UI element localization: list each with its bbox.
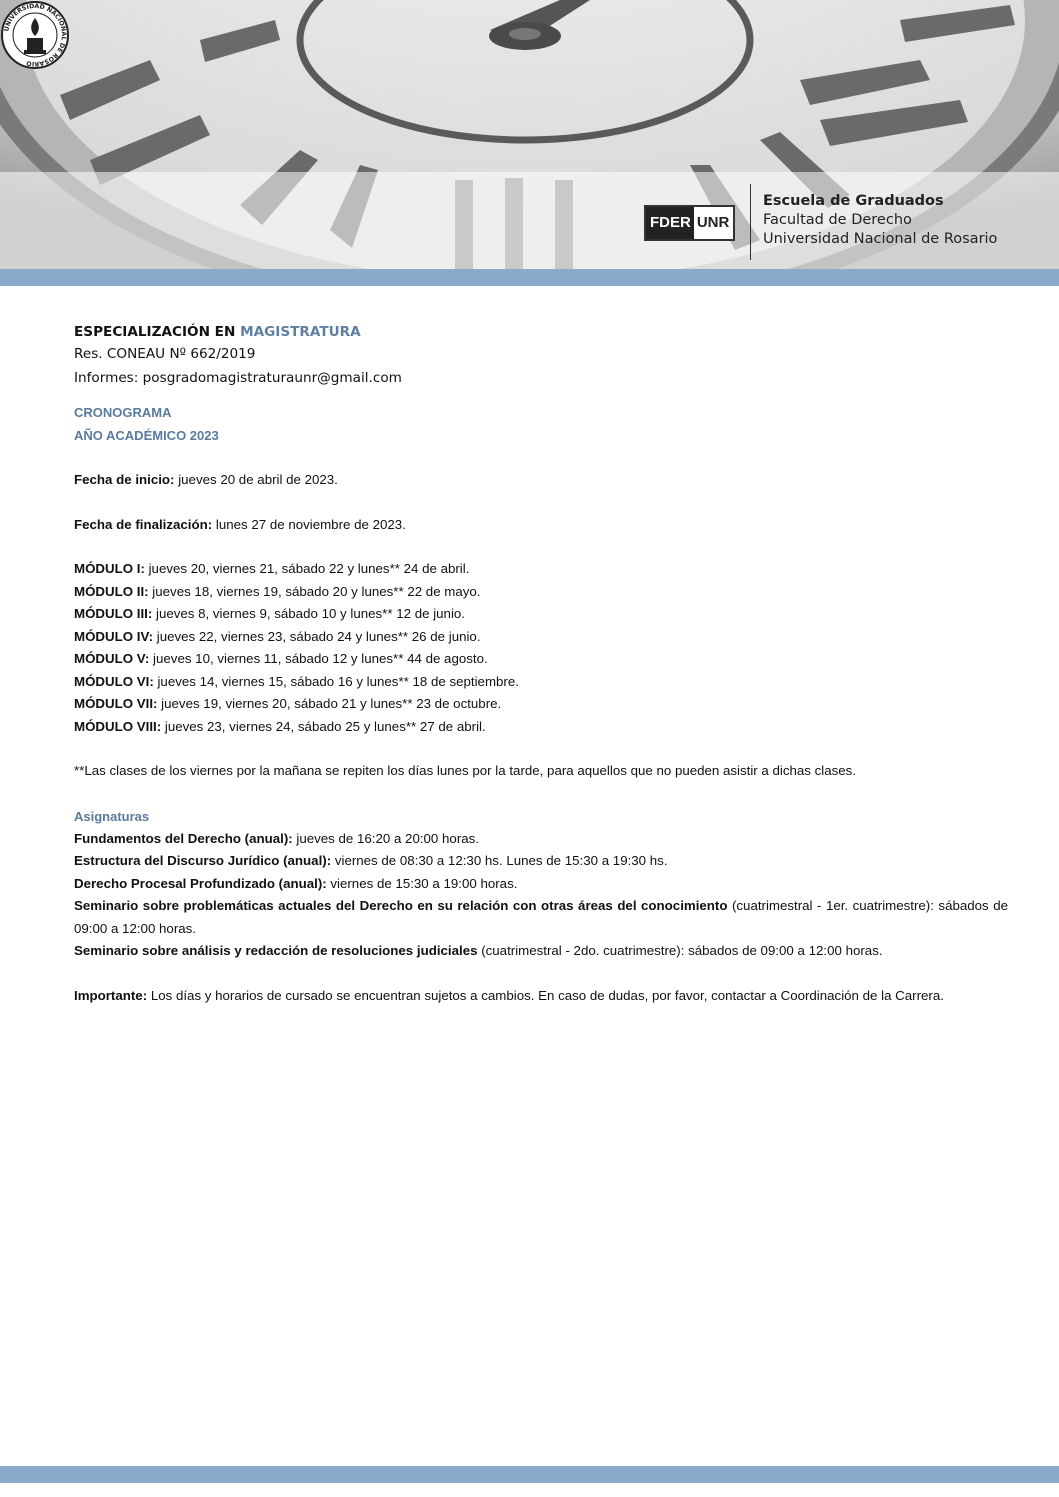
module-dates: jueves 23, viernes 24, sábado 25 y lunes** 27 de abril. [161, 718, 486, 734]
subject-schedule: (cuatrimestral - 1er. cuatrimestre): sábados de 09:00 a 12:00 horas. [74, 898, 1008, 936]
module-item [74, 558, 1008, 581]
end-date-line [74, 514, 1008, 537]
module-item [74, 581, 1008, 604]
subject-name: Derecho Procesal Profundizado (anual): [74, 875, 327, 891]
logo-fder-text: FDER [646, 207, 694, 239]
header-stripe [0, 269, 1059, 286]
subject-item [74, 895, 1008, 940]
module-label: MÓDULO VI: [74, 673, 154, 689]
program-title-accent: MAGISTRATURA [240, 324, 361, 340]
resolution-line: Res. CONEAU Nº 662/2019 [74, 346, 256, 362]
module-label: MÓDULO III: [74, 606, 153, 621]
module-dates: jueves 20, viernes 21, sábado 22 y lunes** 24 de abril. [144, 561, 470, 576]
program-title-prefix: ESPECIALIZACIÓN EN [74, 324, 241, 340]
institution-line-school: Escuela de Graduados [763, 193, 944, 209]
modules-list [74, 558, 1008, 738]
subjects-heading: Asignaturas [74, 808, 150, 824]
important-label: Importante: [74, 987, 148, 1003]
institution-line-faculty: Facultad de Derecho [763, 212, 912, 228]
institution-block [763, 192, 997, 249]
start-date-label: Fecha de inicio: [74, 472, 175, 487]
subject-name: Seminario sobre análisis y redacción de resoluciones judiciales [74, 943, 478, 958]
module-label: MÓDULO VII: [74, 696, 158, 711]
subject-schedule: viernes de 08:30 a 12:30 hs. Lunes de 15:30 a 19:30 hs. [331, 853, 668, 868]
fder-unr-logo [644, 205, 735, 241]
module-label: MÓDULO II: [74, 583, 149, 599]
subject-item [74, 850, 1008, 873]
subject-schedule: (cuatrimestral - 2do. cuatrimestre): sábados de 09:00 a 12:00 horas. [477, 943, 883, 958]
header-divider [750, 184, 751, 260]
start-date-line [74, 469, 1008, 492]
module-item [74, 648, 1008, 671]
footnote: **Las clases de los viernes por la mañana se repiten los días lunes por la tarde, para aquellos que no pueden asistir a dichas clases. [74, 763, 857, 778]
important-text: Los días y horarios de cursado se encuentran sujetos a cambios. En caso de dudas, por favor, contactar a Coordinación de la Carrera. [147, 987, 944, 1003]
module-dates: jueves 8, viernes 9, sábado 10 y lunes** 12 de junio. [152, 606, 465, 621]
footer-stripe [0, 1466, 1059, 1483]
module-item [74, 716, 1008, 739]
module-label: MÓDULO V: [74, 651, 150, 666]
subject-name: Fundamentos del Derecho (anual): [74, 830, 293, 846]
start-date-value: jueves 20 de abril de 2023. [174, 472, 338, 487]
module-dates: jueves 10, viernes 11, sábado 12 y lunes** 44 de agosto. [149, 651, 488, 666]
logo-unr-text: UNR [694, 207, 734, 239]
module-item [74, 671, 1008, 694]
module-dates: jueves 22, viernes 23, sábado 24 y lunes** 26 de junio. [153, 628, 481, 644]
module-label: MÓDULO VIII: [74, 718, 162, 734]
subject-schedule: viernes de 15:30 a 19:00 horas. [326, 875, 518, 891]
subject-item [74, 940, 1008, 963]
contact-line: Informes: posgradomagistraturaunr@gmail.com [74, 370, 402, 386]
important-note [74, 985, 1008, 1008]
module-item [74, 693, 1008, 716]
heading-academic-year: AÑO ACADÉMICO 2023 [74, 428, 219, 443]
university-seal-icon [0, 0, 70, 70]
document-body [74, 322, 1008, 1007]
module-item [74, 603, 1008, 626]
module-item [74, 626, 1008, 649]
end-date-value: lunes 27 de noviembre de 2023. [212, 516, 406, 532]
svg-text:UNIVERSIDAD NACIONAL DE ROSARI: UNIVERSIDAD NACIONAL DE ROSARIO [3, 2, 68, 68]
module-label: MÓDULO I: [74, 561, 145, 576]
end-date-label: Fecha de finalización: [74, 516, 213, 532]
subjects-list [74, 828, 1008, 963]
module-dates: jueves 18, viernes 19, sábado 20 y lunes** 22 de mayo. [148, 583, 481, 599]
subject-name: Seminario sobre problemáticas actuales del Derecho en su relación con otras áreas del conocimiento [74, 898, 728, 913]
subject-item [74, 873, 1008, 896]
module-dates: jueves 19, viernes 20, sábado 21 y lunes** 23 de octubre. [157, 696, 502, 711]
subject-item [74, 828, 1008, 851]
heading-cronograma: CRONOGRAMA [74, 405, 172, 420]
institution-line-university: Universidad Nacional de Rosario [763, 231, 998, 247]
header-banner [0, 0, 1059, 269]
module-dates: jueves 14, viernes 15, sábado 16 y lunes** 18 de septiembre. [153, 673, 519, 689]
subject-schedule: jueves de 16:20 a 20:00 horas. [292, 830, 479, 846]
subject-name: Estructura del Discurso Jurídico (anual): [74, 853, 332, 868]
module-label: MÓDULO IV: [74, 628, 154, 644]
program-title [74, 322, 1008, 342]
